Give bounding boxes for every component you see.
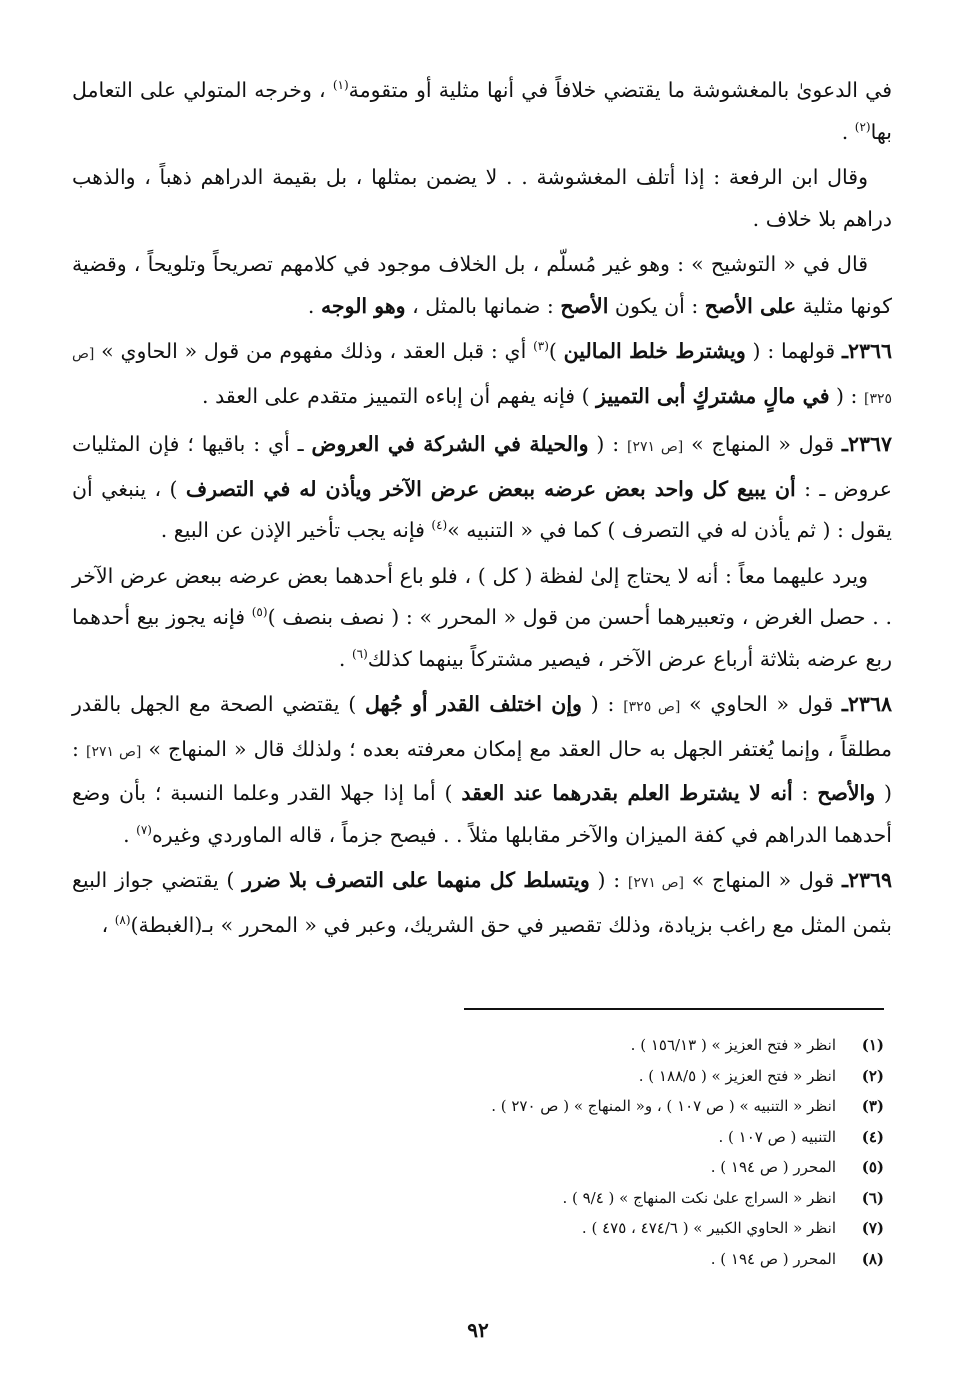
- paragraph: [72, 556, 892, 681]
- footnote-separator: [464, 1008, 884, 1010]
- text-run: : (: [72, 736, 892, 805]
- text-run: قولهما : (: [745, 339, 842, 363]
- text-run: فإنه يجوز بيع أحدهما ربع عرضه بثلاثة أرباع عرض الآخر ، فيصير مشتركاً بينهما كذلك: [72, 605, 892, 671]
- footnote-text: المحرر ( ص ١٩٤ ) .: [710, 1158, 836, 1176]
- text-run: : (: [829, 383, 864, 408]
- text-run: قال في « التوشيح » : وهو غير مُسلّم ، بل الخلاف موجود في كلامهم تصريحاً وتلويحاً ، وقضية كونها مثلية: [72, 252, 892, 318]
- text-run: وقال ابن الرفعة : إذا أتلف المغشوشة . . لا يضمن بمثلها ، بل بقيمة الدراهم ذهباً ، والذهب دراهم بلا خلاف .: [72, 165, 892, 231]
- footnote-text: انظر « التنبيه » ( ص ١٠٧ ) ، و« المنهاج » ( ص ٢٧٠ ) .: [491, 1097, 836, 1115]
- text-run: : (: [581, 692, 624, 716]
- bold-text: ٢٣٦٨ـ: [841, 692, 892, 716]
- text-run: ـ أي : باقيها ؛ فإن المثليات عروض ـ :: [72, 432, 892, 501]
- bold-text: الأصح: [560, 293, 609, 318]
- text-run: ) يقتضي جواز البيع بثمن المثل مع راغب بزيادة، وذلك تقصير في حق الشريك، وعبر في « المحرر » بـ(الغبطة): [72, 868, 892, 937]
- page-reference: [ص ٢٧١]: [627, 439, 684, 455]
- paragraph: [72, 684, 892, 856]
- page-number: ٩٢: [467, 1318, 489, 1342]
- page-reference: [ص ٢٧١]: [85, 743, 142, 760]
- footnote-item: [144, 1183, 884, 1214]
- footnote-item: [144, 1061, 884, 1092]
- page-reference: [ص ٢٧١]: [627, 875, 684, 891]
- page-reference: [ص ٣٢٥]: [623, 699, 681, 715]
- bold-text: ٢٣٦٧ـ: [841, 432, 892, 456]
- footnote-item: [144, 1213, 884, 1244]
- footnote-number: (١): [861, 1036, 884, 1054]
- bold-text: ويتسلط كل منهما على التصرف بلا ضرر: [242, 868, 590, 892]
- footnote-item: [144, 1152, 884, 1183]
- footnote-text: التنبيه ( ص ١٠٧ ) .: [718, 1127, 836, 1146]
- bold-text: وإن اختلف القدر أو جُهل: [364, 692, 582, 716]
- paragraph: [72, 331, 892, 420]
- bold-text: والأصح: [817, 781, 876, 805]
- text-run: قول « الحاوي »: [680, 692, 842, 716]
- text-run: : ضمانها بالمثل ،: [405, 293, 561, 318]
- footnote-number: (٧): [861, 1219, 884, 1237]
- footnote-number: (٢): [861, 1066, 884, 1085]
- text-run: :: [792, 781, 818, 805]
- footnote-text: انظر « الحاوي الكبير » ( ٤٧٤/٦ ، ٤٧٥ ) .: [581, 1219, 836, 1237]
- footnotes: [144, 1030, 884, 1274]
- footnote-marker: (٦): [351, 646, 368, 661]
- paragraph: [72, 244, 892, 327]
- text-run: : (: [589, 868, 628, 892]
- footnote-text: انظر « فتح العزيز » ( ١٥٦/١٣ ) .: [630, 1036, 836, 1054]
- text-run: ) يقتضي الصحة مع الجهل بالقدر مطلقاً ، وإنما يُغتفر الجهل به حال العقد مع إمكان معرفته بعده ؛ ولذلك قال « المنهاج »: [72, 692, 892, 761]
- footnote-number: (٥): [861, 1158, 884, 1176]
- paragraph: [72, 424, 892, 552]
- paragraph: [72, 157, 892, 240]
- footnote-marker: (٨): [114, 912, 131, 927]
- text-run: فإنه يجب تأخير الإذن عن البيع .: [160, 518, 432, 542]
- bold-text: ٢٣٦٩ـ: [841, 868, 892, 892]
- text-run: .: [338, 646, 352, 671]
- footnote-item: [144, 1030, 884, 1061]
- footnote-item: [144, 1244, 884, 1275]
- bold-text: أنه لا يشترط العلم بقدرهما عند العقد: [461, 781, 793, 805]
- bold-text: والحيلة في الشركة في العروض: [311, 432, 589, 456]
- text-run: .: [307, 293, 321, 318]
- text-run: ) فإنه يفهم أن إباءه التمييز متقدم على العقد .: [202, 383, 597, 408]
- text-run: قول « المنهاج »: [683, 868, 842, 892]
- footnote-marker: (٥): [251, 605, 268, 620]
- footnote-text: انظر « السراج علىٰ نكت المنهاج » ( ٩/٤ ) .: [562, 1188, 836, 1207]
- footnote-item: [144, 1091, 884, 1122]
- main-text: [72, 70, 892, 950]
- footnote-number: (٨): [861, 1249, 884, 1268]
- paragraph: [72, 70, 892, 153]
- text-run: قول « المنهاج »: [683, 432, 842, 456]
- text-run: : (: [588, 432, 628, 456]
- paragraph: [72, 860, 892, 946]
- footnote-marker: (١): [332, 78, 349, 93]
- text-run: ): [548, 339, 564, 363]
- bold-text: وهو الوجه: [320, 293, 406, 318]
- text-run: ، وخرجه المتولي على التعامل بها: [72, 78, 892, 144]
- bold-text: ٢٣٦٦ـ: [841, 339, 892, 363]
- footnote-text: المحرر ( ص ١٩٤ ) .: [710, 1249, 836, 1268]
- bold-text: في مالٍ مشتركٍ أبى التمييز: [596, 383, 830, 408]
- footnote-marker: (٢): [854, 119, 871, 134]
- text-run: ) أما إذا جهلا القدر وعلما النسبة ؛ بأن وضع أحدهما الدراهم في كفة الميزان والآخر مقابلها مثلاً . . فيصح جزماً ، قاله الماوردي وغيره: [72, 781, 892, 847]
- footnote-marker: (٣): [533, 339, 549, 354]
- footnote-text: انظر « فتح العزيز » ( ١٨٨/٥ ) .: [638, 1066, 836, 1085]
- footnote-number: (٤): [861, 1127, 884, 1146]
- page-reference: [ص ٣٢٥]: [72, 346, 892, 407]
- text-run: .: [841, 119, 855, 144]
- text-run: في الدعوىٰ بالمغشوشة ما يقتضي خلافاً في أنها مثلية أو متقومة: [348, 78, 892, 102]
- text-run: ) ، ينبغي أن يقول : ( ثم يأذن له في التصرف ) كما في « التنبيه »: [72, 476, 892, 542]
- text-run: ،: [101, 912, 115, 937]
- footnote-marker: (٤): [431, 518, 448, 533]
- footnote-number: (٦): [861, 1188, 884, 1207]
- text-run: .: [123, 822, 137, 847]
- footnote-item: [144, 1122, 884, 1153]
- footnote-number: (٣): [861, 1097, 884, 1115]
- text-run: ويرد عليهما معاً : أنه لا يحتاج إلىٰ لفظة ( كل ) ، فلو باع أحدهما بعض عرضه ببعض عرض الآخر . . حصل الغرض ، وتعبيرهما أحسن من قول « المحرر » : ( نصف بنصف ): [72, 563, 892, 629]
- bold-text: ويشترط خلط المالين: [563, 339, 746, 363]
- text-run: أي : قبل العقد ، وذلك مفهوم من قول « الحاوي »: [94, 339, 534, 363]
- bold-text: أن يبيع كل واحد بعض عرضه ببعض عرض الآخر ويأذن له في التصرف: [185, 476, 796, 501]
- footnote-marker: (٧): [136, 822, 152, 837]
- text-run: : أن يكون: [608, 293, 705, 318]
- bold-text: على الأصح: [704, 293, 797, 318]
